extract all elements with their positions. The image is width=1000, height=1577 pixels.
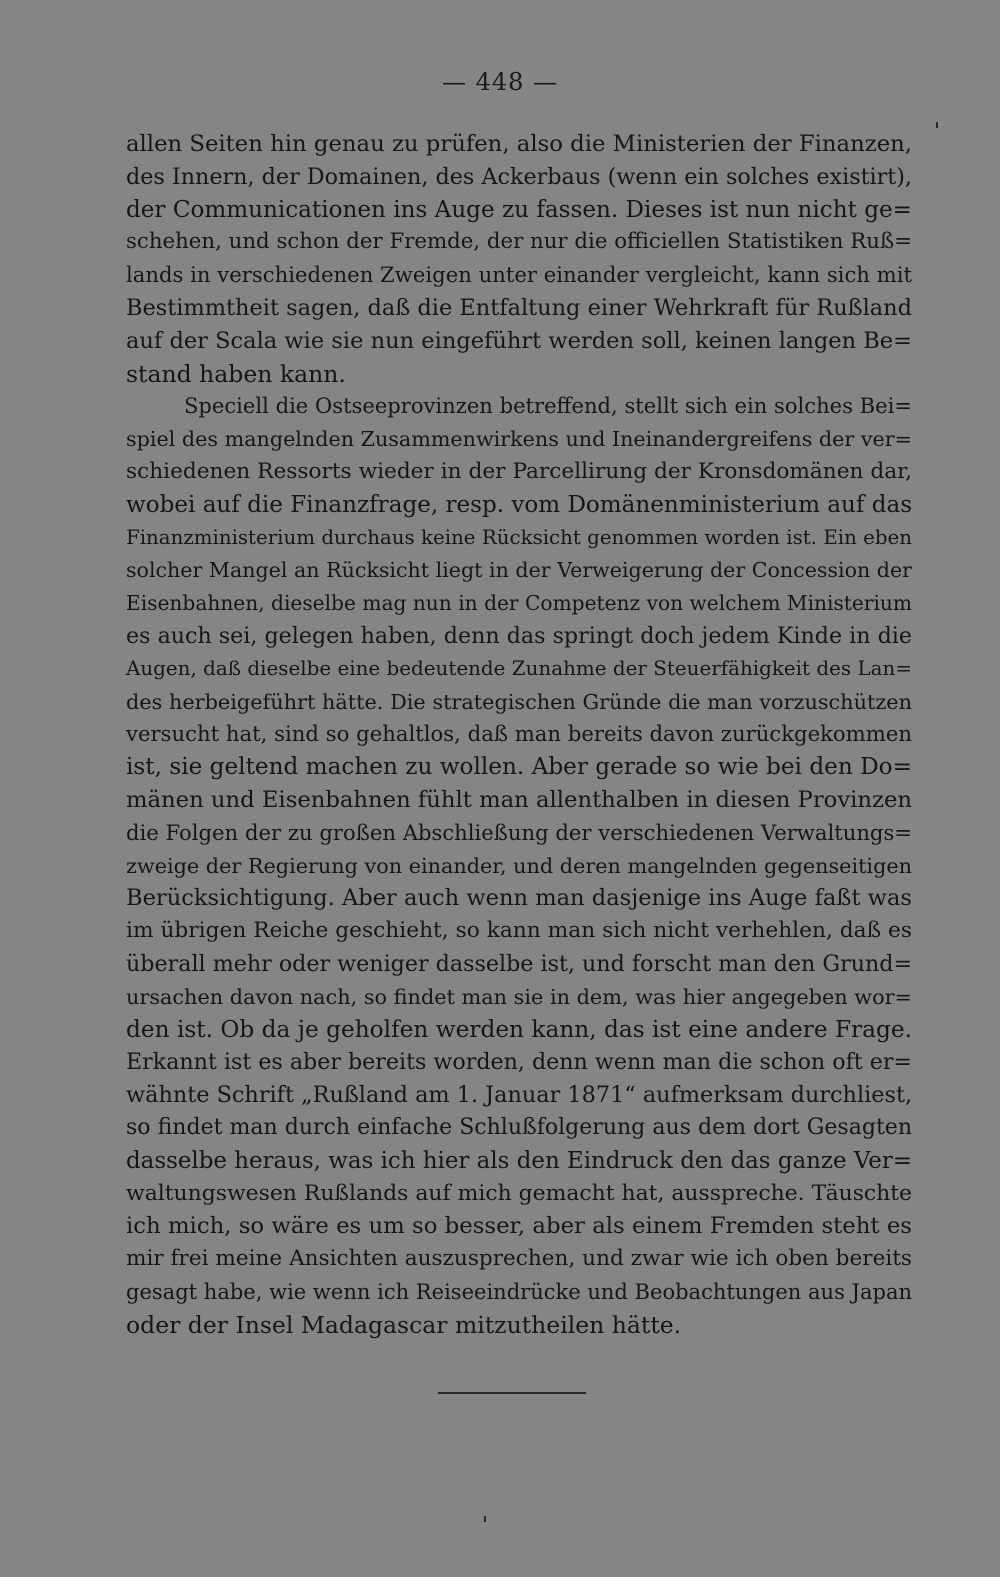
paragraph-start-line: Speciell die Ostseeprovinzen betreffend, stellt sich ein solches Bei= bbox=[184, 393, 912, 419]
text-line: überall mehr oder weniger dasselbe ist, und forscht man den Grund= bbox=[126, 950, 913, 977]
text-line: versucht hat, sind so gehaltlos, daß man bereits davon zurückgekommen bbox=[126, 721, 912, 747]
text-line: spiel des mangelnden Zusammenwirkens und Ineinandergreifens der ver= bbox=[126, 427, 912, 452]
text-line: des Innern, der Domainen, des Ackerbaus (wenn ein solches existirt), bbox=[126, 163, 912, 190]
end-rule bbox=[438, 1392, 586, 1394]
text-line: ursachen davon nach, so findet man sie in dem, was hier angegeben wor= bbox=[126, 984, 912, 1009]
text-line: mir frei meine Ansichten auszusprechen, und zwar wie ich oben bereits bbox=[126, 1246, 912, 1272]
text-line: Eisenbahnen, dieselbe mag nun in der Competenz von welchem Ministerium bbox=[126, 591, 912, 616]
text-line: so findet man durch einfache Schlußfolgerung aus dem dort Gesagten bbox=[126, 1114, 912, 1140]
page-number: — 448 — bbox=[441, 68, 559, 96]
text-line: es auch sei, gelegen haben, denn das springt doch jedem Kinde in die bbox=[126, 622, 912, 649]
text-line: Bestimmtheit sagen, daß die Entfaltung einer Wehrkraft für Rußland bbox=[126, 294, 912, 321]
text-line: Berücksichtigung. Aber auch wenn man dasjenige ins Auge faßt was bbox=[126, 885, 912, 912]
text-line: schehen, und schon der Fremde, der nur die officiellen Statistiken Ruß= bbox=[126, 229, 912, 255]
text-line: wähnte Schrift „Rußland am 1. Januar 1871“ aufmerksam durchliest, bbox=[126, 1082, 913, 1109]
text-line: den ist. Ob da je geholfen werden kann, das ist eine andere Frage. bbox=[126, 1015, 912, 1043]
text-line: schiedenen Ressorts wieder in der Parcellirung der Kronsdomänen dar, bbox=[126, 458, 912, 484]
text-line: allen Seiten hin genau zu prüfen, also die Ministerien der Finanzen, bbox=[126, 131, 912, 157]
text-line: ist, sie geltend machen zu wollen. Aber gerade so wie bei den Do= bbox=[126, 754, 912, 781]
text-line: dasselbe heraus, was ich hier als den Eindruck den das ganze Ver= bbox=[126, 1147, 912, 1174]
text-line: Erkannt ist es aber bereits worden, denn wenn man die schon oft er= bbox=[126, 1049, 912, 1076]
body-text bbox=[126, 128, 912, 1341]
text-line: Augen, daß dieselbe eine bedeutende Zunahme der Steuerfähigkeit des Lan= bbox=[126, 656, 912, 680]
text-line: die Folgen der zu großen Abschließung der verschiedenen Verwaltungs= bbox=[126, 819, 912, 845]
text-line: gesagt habe, wie wenn ich Reiseeindrücke und Beobachtungen aus Japan bbox=[126, 1278, 913, 1304]
text-line: lands in verschiedenen Zweigen unter einander vergleicht, kann sich mit bbox=[126, 262, 912, 288]
text-line: wobei auf die Finanzfrage, resp. vom Domänenministerium auf das bbox=[126, 491, 913, 518]
print-speck bbox=[484, 1516, 486, 1522]
text-line: stand haben kann. bbox=[126, 359, 346, 388]
print-speck bbox=[936, 122, 938, 128]
text-line: des herbeigeführt hätte. Die strategischen Gründe die man vorzuschützen bbox=[126, 689, 912, 714]
text-line: solcher Mangel an Rücksicht liegt in der Verweigerung der Concession der bbox=[126, 558, 912, 583]
text-line: mänen und Eisenbahnen fühlt man allenthalben in diesen Provinzen bbox=[126, 786, 912, 813]
text-line: der Communicationen ins Auge zu fassen. Dieses ist nun nicht ge= bbox=[126, 196, 912, 223]
text-line: oder der Insel Madagascar mitzutheilen hätte. bbox=[126, 1310, 682, 1339]
text-line: ich mich, so wäre es um so besser, aber als einem Fremden steht es bbox=[126, 1213, 912, 1240]
text-line: waltungswesen Rußlands auf mich gemacht hat, ausspreche. Täuschte bbox=[126, 1180, 912, 1206]
text-line: auf der Scala wie sie nun eingeführt werden soll, keinen langen Be= bbox=[126, 327, 912, 354]
text-line: Finanzministerium durchaus keine Rücksicht genommen worden ist. Ein eben bbox=[126, 525, 912, 549]
text-line: zweige der Regierung von einander, und deren mangelnden gegenseitigen bbox=[126, 853, 912, 878]
text-line: im übrigen Reiche geschieht, so kann man sich nicht verhehlen, daß es bbox=[126, 918, 912, 944]
